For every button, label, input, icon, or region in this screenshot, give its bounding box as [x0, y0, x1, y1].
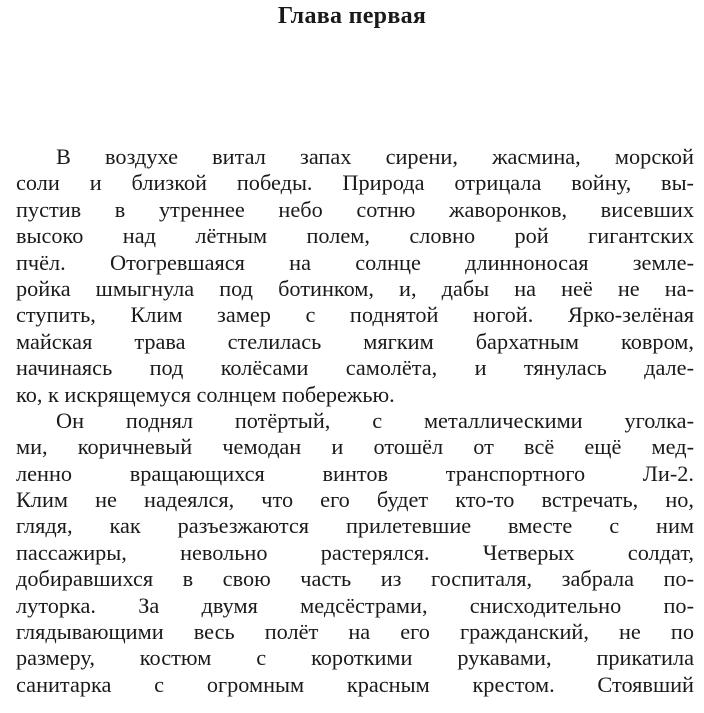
text-line: ройка шмыгнула под ботинком, и, дабы на неё не на-	[16, 275, 694, 301]
text-line: В воздухе витал запах сирени, жасмина, морской	[56, 144, 694, 169]
text-line: ленно вращающихся винтов транспортного Ли-2.	[16, 460, 694, 486]
text-line: глядывающими весь полёт на его гражданский, не по	[16, 619, 694, 645]
text-line: пассажиры, невольно растерялся. Четверых солдат,	[16, 539, 694, 565]
text-line: размеру, костюм с короткими рукавами, прикатила	[16, 645, 694, 671]
text-line: соли и близкой победы. Природа отрицала войну, вы-	[16, 170, 694, 196]
text-line: высоко над лётным полем, словно рой гигантских	[16, 223, 694, 249]
text-line: ко, к искрящемуся солнцем побережью.	[16, 381, 395, 407]
text-line: Клим не надеялся, что его будет кто-то встречать, но,	[16, 487, 694, 513]
text-line: пустив в утреннее небо сотню жаворонков, висевших	[16, 196, 694, 222]
body-text	[16, 144, 694, 698]
text-line: ми, коричневый чемодан и отошёл от всё ещё мед-	[16, 434, 694, 460]
text-line: майская трава стелилась мягким бархатным ковром,	[16, 328, 694, 354]
text-line: глядя, как разъезжаются прилетевшие вместе с ним	[16, 513, 694, 539]
text-line: Он поднял потёртый, с металлическими уголка-	[56, 407, 694, 433]
chapter-title: Глава первая	[277, 3, 427, 29]
text-line: луторка. За двумя медсёстрами, снисходительно по-	[16, 592, 694, 618]
text-line: санитарка с огромным красным крестом. Стоявший	[16, 671, 694, 697]
text-line: ступить, Клим замер с поднятой ногой. Ярко-зелёная	[16, 302, 694, 328]
text-line: начинаясь под колёсами самолёта, и тянулась дале-	[16, 355, 694, 381]
text-line: добиравшихся в свою часть из госпиталя, забрала по-	[16, 566, 694, 592]
text-line: пчёл. Отогревшаяся на солнце длинноносая земле-	[16, 249, 694, 275]
